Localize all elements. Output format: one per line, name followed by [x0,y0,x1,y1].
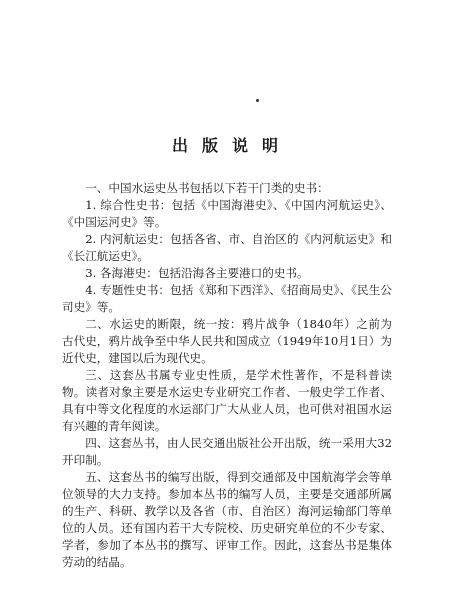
document-body [62,180,392,571]
paragraph-section-4: 四、这套丛书，由人民交通出版社公开出版，统一采用大32开印制。 [62,436,392,467]
paragraph-section-5: 五、这套丛书的编写出版，得到交通部及中国航海学会等单位领导的大力支持。参加本丛书的编写人员，主要是交通部所属的生产、科研、教学以及各省（市、自治区）海河运输部门等单位的人员。还有国内若干大专院校、历史研究单位的不少专家、学者，参加了本丛书的撰写、评审工作。因此，这套丛书是集体劳动的结晶。 [62,470,392,569]
paragraph-intro: 一、中国水运史丛书包括以下若干门类的史书： [85,181,329,195]
paragraph-item-4: 4. 专题性史书：包括《郑和下西洋》、《招商局史》、《民生公司史》等。 [62,283,392,314]
paragraph-section-3: 三、这套丛书属专业史性质，是学术性著作，不是科普读物。读者对象主要是水运史专业研究工作者、一般史学工作者、具有中等文化程度的水运部门广大从业人员，也可供对祖国水运有兴趣的青年阅读。 [62,368,392,433]
paragraph-section-2: 二、水运史的断限，统一按：鸦片战争（1840年）之前为古代史，鸦片战争至中华人民共和国成立（1949年10月1日）为近代史，建国以后为现代史。 [62,317,392,365]
paragraph-item-3: 3. 各海港史：包括沿海各主要港口的史书。 [85,266,309,280]
paragraph-item-1: 1. 综合性史书：包括《中国海港史》、《中国内河航运史》、《中国运河史》等。 [62,198,392,229]
page-title: 出版说明 [171,136,292,155]
page-mark-dot [256,99,259,102]
paragraph-item-2: 2. 内河航运史：包括各省、市、自治区的《内河航运史》和《长江航运史》。 [62,232,392,263]
